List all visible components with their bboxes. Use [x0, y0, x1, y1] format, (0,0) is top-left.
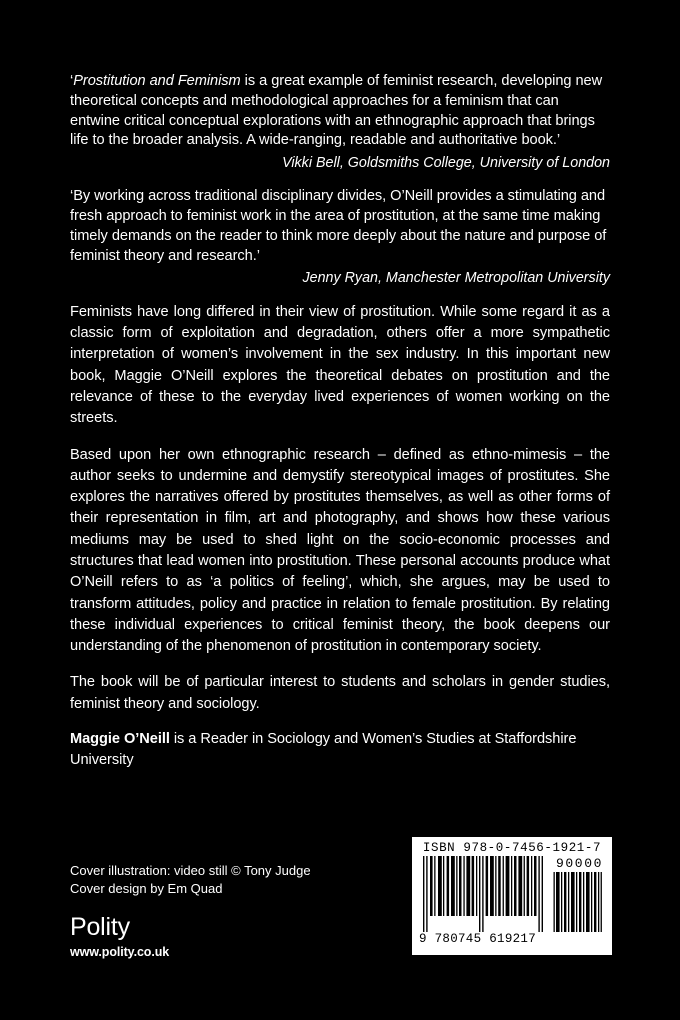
quote-1-open-mark: ‘: [70, 73, 74, 89]
publisher-website: www.polity.co.uk: [70, 945, 170, 959]
barcode-addon-label: 90000: [555, 856, 603, 871]
publisher-logo: Polity: [70, 913, 130, 941]
quote-1-body: is a great example of feminist research, developing new theoretical concepts and methodological approaches for a feminism that can entwine critical conceptual explorations with an ethnographic approach that brings life to the broader analysis. A wide-ranging, readable and authoritative book.’: [70, 73, 603, 149]
review-quote-1: [70, 72, 610, 151]
review-attribution-1: Vikki Bell, Goldsmiths College, University of London: [282, 155, 610, 172]
author-bio: [70, 729, 610, 772]
credit-illustration: Cover illustration: video still © Tony Judge: [70, 863, 311, 878]
blurb-paragraph-2: Based upon her own ethnographic research – defined as ethno-mimesis – the author seeks to undermine and demystify stereotypical images of prostitutes. She explores the narratives offered by prostitutes themselves, as well as other forms of their representation in film, art and photography, and shows how these various mediums may be used to shed light on the socio-economic processes and structures that lead women into prostitution. These personal accounts produce what O’Neill refers to as ‘a politics of feeling’, which, she argues, may be used to transform attitudes, policy and practice in relation to female prostitution. By relating these individual experiences to critical feminist theory, the book deepens our understanding of the phenomenon of prostitution in contemporary society.: [70, 446, 610, 655]
barcode-bars-row: [419, 872, 605, 948]
barcode-addon-bars-icon: [553, 872, 603, 932]
publisher-block: [70, 915, 169, 959]
quote-2-body: ‘By working across traditional disciplinary divides, O’Neill provides a stimulating and fresh approach to feminist work in the area of prostitution, at the same time making timely demands on the reader to think more deeply about the nature and purpose of feminist theory and research.’: [70, 188, 607, 264]
blurb-paragraph-3: The book will be of particular interest to students and scholars in gender studies, feminist theory and sociology.: [70, 674, 610, 712]
blurb-paragraph-1: Feminists have long differed in their view of prostitution. While some regard it as a classic form of exploitation and degradation, others offer a more sympathetic interpretation of women’s involvement in the sex industry. In this important new book, Maggie O’Neill explores the theoretical debates on prostitution and the relevance of these to the everyday lived experiences of women working on the streets.: [70, 303, 610, 427]
ean13-digits: 9 780745 619217: [419, 932, 537, 946]
review-attribution-2: Jenny Ryan, Manchester Metropolitan University: [302, 270, 610, 287]
quote-1-book-title: Prostitution and Feminism: [73, 73, 241, 89]
cover-text-content: [70, 72, 610, 772]
isbn-barcode: [412, 837, 612, 955]
isbn-number-label: ISBN 978-0-7456-1921-7: [422, 841, 602, 855]
author-name: Maggie O’Neill: [70, 731, 170, 748]
ean13-bars-icon: [421, 856, 545, 932]
cover-credits: [70, 862, 311, 897]
review-quote-2: [70, 187, 610, 266]
author-bio-text: is a Reader in Sociology and Women’s Studies at Staffordshire University: [70, 731, 577, 769]
credit-design: Cover design by Em Quad: [70, 880, 223, 896]
